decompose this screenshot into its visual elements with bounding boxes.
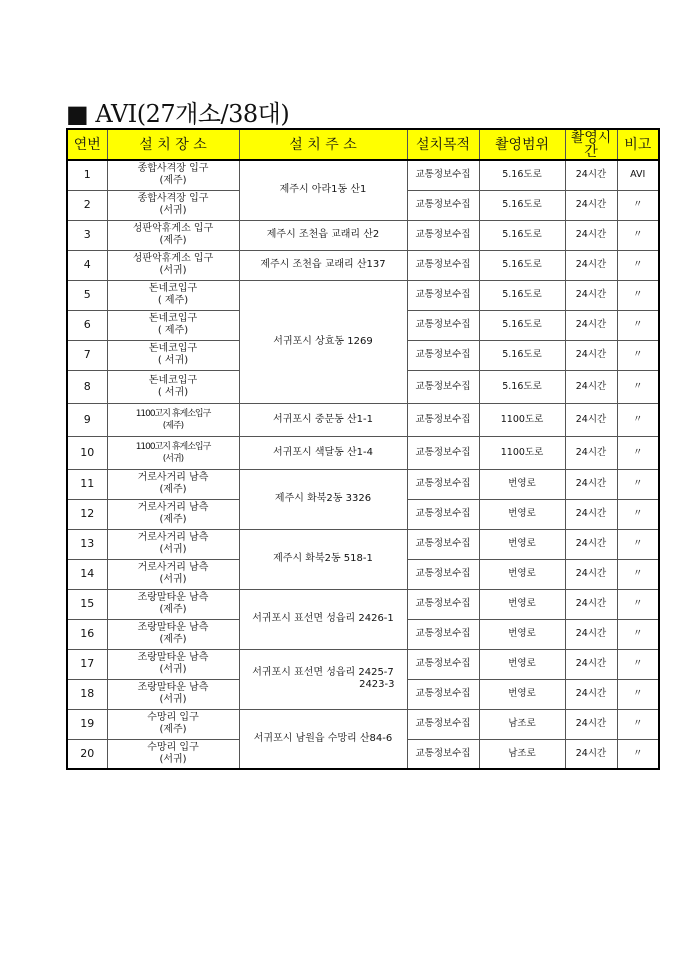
time-cell: 24시간 bbox=[565, 469, 617, 499]
note-cell: 〃 bbox=[617, 499, 659, 529]
location-name: 조랑말타운 남측 bbox=[137, 592, 209, 603]
location-direction: (제주) bbox=[159, 235, 187, 246]
purpose-cell: 교통정보수집 bbox=[407, 403, 479, 436]
note-cell: 〃 bbox=[617, 190, 659, 220]
row-number: 17 bbox=[67, 649, 107, 679]
note-cell: 〃 bbox=[617, 559, 659, 589]
range-cell: 5.16도로 bbox=[479, 370, 565, 403]
row-number: 11 bbox=[67, 469, 107, 499]
purpose-cell: 교통정보수집 bbox=[407, 220, 479, 250]
range-cell: 5.16도로 bbox=[479, 160, 565, 190]
purpose-cell: 교통정보수집 bbox=[407, 589, 479, 619]
location-cell bbox=[107, 589, 239, 619]
location-name: 돈네코입구 bbox=[148, 313, 198, 324]
location-direction: (서귀) bbox=[159, 544, 187, 555]
header-purpose: 설치목적 bbox=[407, 129, 479, 160]
purpose-cell: 교통정보수집 bbox=[407, 310, 479, 340]
note-cell: 〃 bbox=[617, 436, 659, 469]
header-row bbox=[67, 129, 659, 160]
location-cell bbox=[107, 649, 239, 679]
row-number: 9 bbox=[67, 403, 107, 436]
address-cell: 서귀포시 표선면 성읍리 2426-1 bbox=[239, 589, 407, 649]
range-cell: 번영로 bbox=[479, 469, 565, 499]
location-cell bbox=[107, 403, 239, 436]
address-cell: 서귀포시 남원읍 수망리 산84-6 bbox=[239, 709, 407, 769]
purpose-cell: 교통정보수집 bbox=[407, 190, 479, 220]
time-cell: 24시간 bbox=[565, 619, 617, 649]
time-cell: 24시간 bbox=[565, 403, 617, 436]
table-row bbox=[67, 469, 659, 499]
address-line-2: 2423-3 bbox=[359, 679, 395, 690]
location-direction: (서귀) bbox=[159, 664, 187, 675]
location-name: 조랑말타운 남측 bbox=[137, 622, 209, 633]
note-cell: 〃 bbox=[617, 280, 659, 310]
header-no: 연번 bbox=[67, 129, 107, 160]
location-cell bbox=[107, 190, 239, 220]
time-cell: 24시간 bbox=[565, 250, 617, 280]
location-cell bbox=[107, 250, 239, 280]
location-direction: ( 서귀) bbox=[157, 386, 189, 398]
time-cell: 24시간 bbox=[565, 679, 617, 709]
range-cell: 번영로 bbox=[479, 679, 565, 709]
address-cell: 제주시 조천읍 교래리 산2 bbox=[239, 220, 407, 250]
time-cell: 24시간 bbox=[565, 499, 617, 529]
row-number: 1 bbox=[67, 160, 107, 190]
location-name: 1100고지 휴게소입구 bbox=[135, 408, 211, 419]
range-cell: 5.16도로 bbox=[479, 340, 565, 370]
location-direction: (제주) bbox=[159, 604, 187, 615]
range-cell: 5.16도로 bbox=[479, 280, 565, 310]
note-cell: 〃 bbox=[617, 340, 659, 370]
time-cell: 24시간 bbox=[565, 709, 617, 739]
range-cell: 5.16도로 bbox=[479, 220, 565, 250]
range-cell: 번영로 bbox=[479, 559, 565, 589]
time-cell: 24시간 bbox=[565, 280, 617, 310]
purpose-cell: 교통정보수집 bbox=[407, 499, 479, 529]
location-name: 돈네코입구 bbox=[148, 343, 198, 354]
location-name: 조랑말타운 남측 bbox=[137, 682, 209, 693]
time-cell: 24시간 bbox=[565, 436, 617, 469]
location-name: 수망리 입구 bbox=[147, 741, 199, 753]
purpose-cell: 교통정보수집 bbox=[407, 469, 479, 499]
location-name: 종합사격장 입구 bbox=[137, 163, 209, 175]
location-direction: (서귀) bbox=[159, 753, 187, 765]
note-cell: 〃 bbox=[617, 310, 659, 340]
purpose-cell: 교통정보수집 bbox=[407, 436, 479, 469]
location-name: 거로사거리 남측 bbox=[137, 532, 209, 543]
time-cell: 24시간 bbox=[565, 310, 617, 340]
range-cell: 번영로 bbox=[479, 529, 565, 559]
location-name: 거로사거리 남측 bbox=[137, 562, 209, 573]
address-cell: 서귀포시 중문동 산1-1 bbox=[239, 403, 407, 436]
address-cell: 서귀포시 상효동 1269 bbox=[239, 280, 407, 403]
note-cell: 〃 bbox=[617, 370, 659, 403]
table-row bbox=[67, 709, 659, 739]
range-cell: 5.16도로 bbox=[479, 190, 565, 220]
location-cell bbox=[107, 370, 239, 403]
purpose-cell: 교통정보수집 bbox=[407, 340, 479, 370]
location-cell bbox=[107, 559, 239, 589]
note-cell: 〃 bbox=[617, 589, 659, 619]
time-cell: 24시간 bbox=[565, 220, 617, 250]
row-number: 13 bbox=[67, 529, 107, 559]
address-cell: 제주시 조천읍 교래리 산137 bbox=[239, 250, 407, 280]
purpose-cell: 교통정보수집 bbox=[407, 250, 479, 280]
location-direction: (제주) bbox=[159, 514, 187, 525]
location-cell bbox=[107, 310, 239, 340]
location-cell bbox=[107, 469, 239, 499]
note-cell: 〃 bbox=[617, 220, 659, 250]
table-row bbox=[67, 436, 659, 469]
location-name: 돈네코입구 bbox=[148, 283, 198, 294]
location-name: 1100고지 휴게소입구 bbox=[135, 441, 211, 452]
location-direction: (서귀) bbox=[159, 205, 187, 216]
time-cell: 24시간 bbox=[565, 160, 617, 190]
location-direction: (서귀) bbox=[159, 265, 187, 276]
row-number: 12 bbox=[67, 499, 107, 529]
location-direction: (서귀) bbox=[159, 574, 187, 585]
purpose-cell: 교통정보수집 bbox=[407, 619, 479, 649]
location-direction: (제주) bbox=[159, 724, 187, 735]
header-address: 설 치 주 소 bbox=[239, 129, 407, 160]
purpose-cell: 교통정보수집 bbox=[407, 529, 479, 559]
row-number: 8 bbox=[67, 370, 107, 403]
location-name: 거로사거리 남측 bbox=[137, 472, 209, 483]
range-cell: 번영로 bbox=[479, 619, 565, 649]
row-number: 19 bbox=[67, 709, 107, 739]
location-direction: ( 서귀) bbox=[157, 355, 189, 366]
address-cell bbox=[239, 649, 407, 709]
range-cell: 5.16도로 bbox=[479, 310, 565, 340]
location-name: 조랑말타운 남측 bbox=[137, 652, 209, 663]
note-cell: 〃 bbox=[617, 739, 659, 769]
header-time: 촬영시간 bbox=[565, 129, 617, 160]
address-cell: 제주시 화북2동 3326 bbox=[239, 469, 407, 529]
range-cell: 5.16도로 bbox=[479, 250, 565, 280]
location-direction: (제주) bbox=[162, 420, 184, 431]
location-direction: (제주) bbox=[159, 175, 187, 187]
location-cell bbox=[107, 619, 239, 649]
range-cell: 번영로 bbox=[479, 589, 565, 619]
purpose-cell: 교통정보수집 bbox=[407, 649, 479, 679]
purpose-cell: 교통정보수집 bbox=[407, 679, 479, 709]
note-cell: AVI bbox=[617, 160, 659, 190]
location-cell bbox=[107, 220, 239, 250]
range-cell: 1100도로 bbox=[479, 403, 565, 436]
table-row bbox=[67, 160, 659, 190]
location-direction: ( 제주) bbox=[157, 325, 189, 336]
note-cell: 〃 bbox=[617, 619, 659, 649]
location-cell bbox=[107, 340, 239, 370]
range-cell: 1100도로 bbox=[479, 436, 565, 469]
location-cell bbox=[107, 709, 239, 739]
title-text: AVI(27개소/38대) bbox=[95, 100, 290, 128]
note-cell: 〃 bbox=[617, 250, 659, 280]
range-cell: 번영로 bbox=[479, 499, 565, 529]
note-cell: 〃 bbox=[617, 469, 659, 499]
time-cell: 24시간 bbox=[565, 559, 617, 589]
row-number: 16 bbox=[67, 619, 107, 649]
row-number: 4 bbox=[67, 250, 107, 280]
location-name: 거로사거리 남측 bbox=[137, 502, 209, 513]
note-cell: 〃 bbox=[617, 649, 659, 679]
location-cell bbox=[107, 529, 239, 559]
table-row bbox=[67, 220, 659, 250]
time-cell: 24시간 bbox=[565, 340, 617, 370]
time-cell: 24시간 bbox=[565, 190, 617, 220]
time-cell: 24시간 bbox=[565, 589, 617, 619]
location-direction: (서귀) bbox=[162, 453, 184, 464]
time-cell: 24시간 bbox=[565, 649, 617, 679]
purpose-cell: 교통정보수집 bbox=[407, 370, 479, 403]
time-cell: 24시간 bbox=[565, 739, 617, 769]
table-row bbox=[67, 649, 659, 679]
purpose-cell: 교통정보수집 bbox=[407, 559, 479, 589]
purpose-cell: 교통정보수집 bbox=[407, 160, 479, 190]
location-name: 종합사격장 입구 bbox=[137, 193, 209, 204]
location-name: 성판악휴게소 입구 bbox=[132, 253, 214, 264]
purpose-cell: 교통정보수집 bbox=[407, 739, 479, 769]
row-number: 6 bbox=[67, 310, 107, 340]
location-cell bbox=[107, 436, 239, 469]
avi-table bbox=[66, 128, 660, 770]
row-number: 2 bbox=[67, 190, 107, 220]
note-cell: 〃 bbox=[617, 403, 659, 436]
row-number: 10 bbox=[67, 436, 107, 469]
row-number: 5 bbox=[67, 280, 107, 310]
location-cell bbox=[107, 739, 239, 769]
range-cell: 남조로 bbox=[479, 709, 565, 739]
address-cell: 제주시 아라1동 산1 bbox=[239, 160, 407, 220]
time-cell: 24시간 bbox=[565, 529, 617, 559]
purpose-cell: 교통정보수집 bbox=[407, 280, 479, 310]
row-number: 7 bbox=[67, 340, 107, 370]
page-title bbox=[66, 94, 289, 129]
address-line-1: 서귀포시 표선면 성읍리 2425-7 bbox=[252, 667, 394, 678]
header-note: 비고 bbox=[617, 129, 659, 160]
row-number: 14 bbox=[67, 559, 107, 589]
range-cell: 번영로 bbox=[479, 649, 565, 679]
row-number: 3 bbox=[67, 220, 107, 250]
table-row bbox=[67, 589, 659, 619]
location-name: 성판악휴게소 입구 bbox=[132, 223, 214, 234]
location-name: 돈네코입구 bbox=[148, 374, 198, 386]
location-cell bbox=[107, 679, 239, 709]
location-direction: (제주) bbox=[159, 634, 187, 645]
note-cell: 〃 bbox=[617, 529, 659, 559]
address-cell: 서귀포시 색달동 산1-4 bbox=[239, 436, 407, 469]
location-direction: ( 제주) bbox=[157, 295, 189, 306]
table-row bbox=[67, 529, 659, 559]
range-cell: 남조로 bbox=[479, 739, 565, 769]
table-row bbox=[67, 403, 659, 436]
location-cell bbox=[107, 499, 239, 529]
square-bullet-icon: ■ bbox=[66, 100, 89, 128]
note-cell: 〃 bbox=[617, 679, 659, 709]
header-location: 설 치 장 소 bbox=[107, 129, 239, 160]
table-row bbox=[67, 280, 659, 310]
location-direction: (제주) bbox=[159, 484, 187, 495]
table-row bbox=[67, 250, 659, 280]
row-number: 15 bbox=[67, 589, 107, 619]
note-cell: 〃 bbox=[617, 709, 659, 739]
location-direction: (서귀) bbox=[159, 694, 187, 705]
row-number: 20 bbox=[67, 739, 107, 769]
location-name: 수망리 입구 bbox=[147, 712, 199, 723]
purpose-cell: 교통정보수집 bbox=[407, 709, 479, 739]
location-cell bbox=[107, 160, 239, 190]
address-cell: 제주시 화북2동 518-1 bbox=[239, 529, 407, 589]
header-range: 촬영범위 bbox=[479, 129, 565, 160]
row-number: 18 bbox=[67, 679, 107, 709]
location-cell bbox=[107, 280, 239, 310]
time-cell: 24시간 bbox=[565, 370, 617, 403]
